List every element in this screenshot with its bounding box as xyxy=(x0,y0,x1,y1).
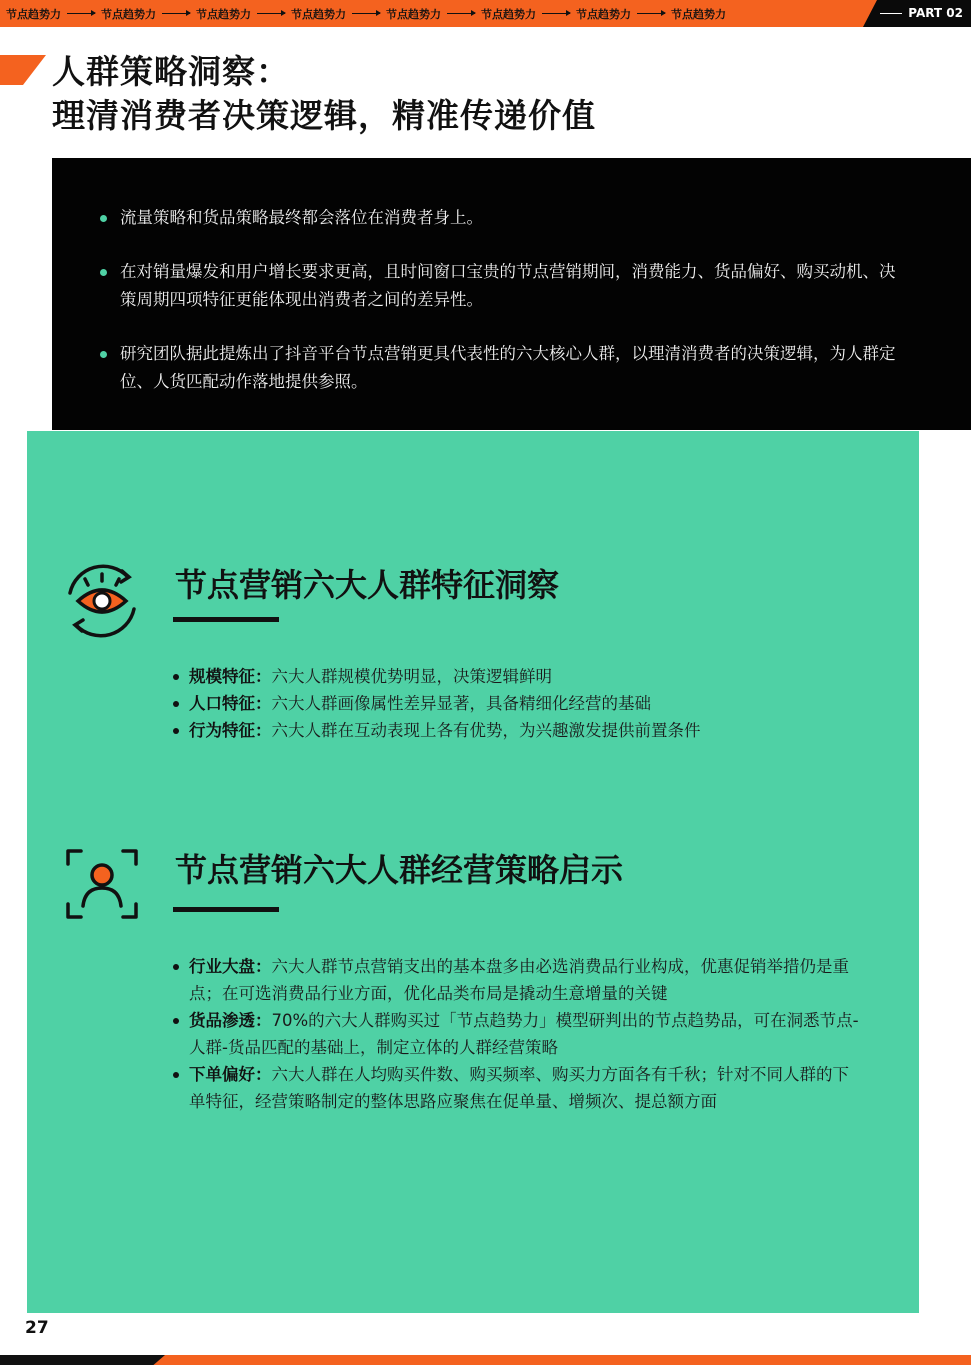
insight-panel xyxy=(27,431,919,1313)
title-underline xyxy=(173,907,279,912)
part-label: PART 02 xyxy=(880,0,963,27)
list-item: 规模特征：六大人群规模优势明显，决策逻辑鲜明 xyxy=(173,663,863,690)
traits-list xyxy=(173,663,863,744)
list-item: 人口特征：六大人群画像属性差异显著，具备精细化经营的基础 xyxy=(173,690,863,717)
arrow-right-icon xyxy=(257,13,285,14)
list-item: 行业大盘：六大人群节点营销支出的基本盘多由必选消费品行业构成，优惠促销举措仍是重点；在可选消费品行业方面，优化品类布局是撬动生意增量的关键 xyxy=(173,953,863,1007)
banner-item: 节点趋势力 xyxy=(386,6,475,22)
arrow-right-icon xyxy=(67,13,95,14)
banner-item: 节点趋势力 xyxy=(671,7,726,21)
strategy-list xyxy=(173,953,863,1115)
line-icon xyxy=(880,13,902,14)
section-title-strategy: 节点营销六大人群经营策略启示 xyxy=(175,851,624,889)
arrow-right-icon xyxy=(447,13,475,14)
page-title xyxy=(52,50,596,138)
intro-list xyxy=(100,204,910,422)
list-item: 行为特征：六大人群在互动表现上各有优势，为兴趣激发提供前置条件 xyxy=(173,717,863,744)
list-item: 货品渗透：70%的六大人群购买过「节点趋势力」模型研判出的节点趋势品，可在洞悉节点-人群-货品匹配的基础上，制定立体的人群经营策略 xyxy=(173,1007,863,1061)
title-line-2: 理清消费者决策逻辑，精准传递价值 xyxy=(52,96,596,135)
intro-point: 在对销量爆发和用户增长要求更高，且时间窗口宝贵的节点营销期间，消费能力、货品偏好、购买动机、决策周期四项特征更能体现出消费者之间的差异性。 xyxy=(100,258,910,314)
arrow-right-icon xyxy=(637,13,665,14)
title-line-1: 人群策略洞察： xyxy=(52,52,290,91)
title-underline xyxy=(173,617,279,622)
top-banner xyxy=(0,0,971,27)
list-item: 下单偏好：六大人群在人均购买件数、购买频率、购买力方面各有千秋；针对不同人群的下单特征，经营策略制定的整体思路应聚焦在促单量、增频次、提总额方面 xyxy=(173,1061,863,1115)
banner-item: 节点趋势力 xyxy=(6,6,95,22)
page-number: 27 xyxy=(25,1318,49,1338)
banner-item: 节点趋势力 xyxy=(481,6,570,22)
arrow-right-icon xyxy=(162,13,190,14)
arrow-right-icon xyxy=(542,13,570,14)
intro-point: 研究团队据此提炼出了抖音平台节点营销更具代表性的六大核心人群，以理清消费者的决策逻辑，为人群定位、人货匹配动作落地提供参照。 xyxy=(100,340,910,396)
banner-item: 节点趋势力 xyxy=(576,6,665,22)
banner-item: 节点趋势力 xyxy=(196,6,285,22)
corner-accent xyxy=(0,55,46,85)
banner-item: 节点趋势力 xyxy=(291,6,380,22)
section-title-traits: 节点营销六大人群特征洞察 xyxy=(175,566,560,604)
banner-item: 节点趋势力 xyxy=(101,6,190,22)
banner-breadcrumb xyxy=(6,0,726,27)
bottom-bar-accent xyxy=(0,1355,165,1365)
intro-box xyxy=(52,158,971,430)
intro-point: 流量策略和货品策略最终都会落位在消费者身上。 xyxy=(100,204,910,232)
eye-icon xyxy=(60,559,144,643)
arrow-right-icon xyxy=(352,13,380,14)
person-focus-icon xyxy=(65,848,139,920)
